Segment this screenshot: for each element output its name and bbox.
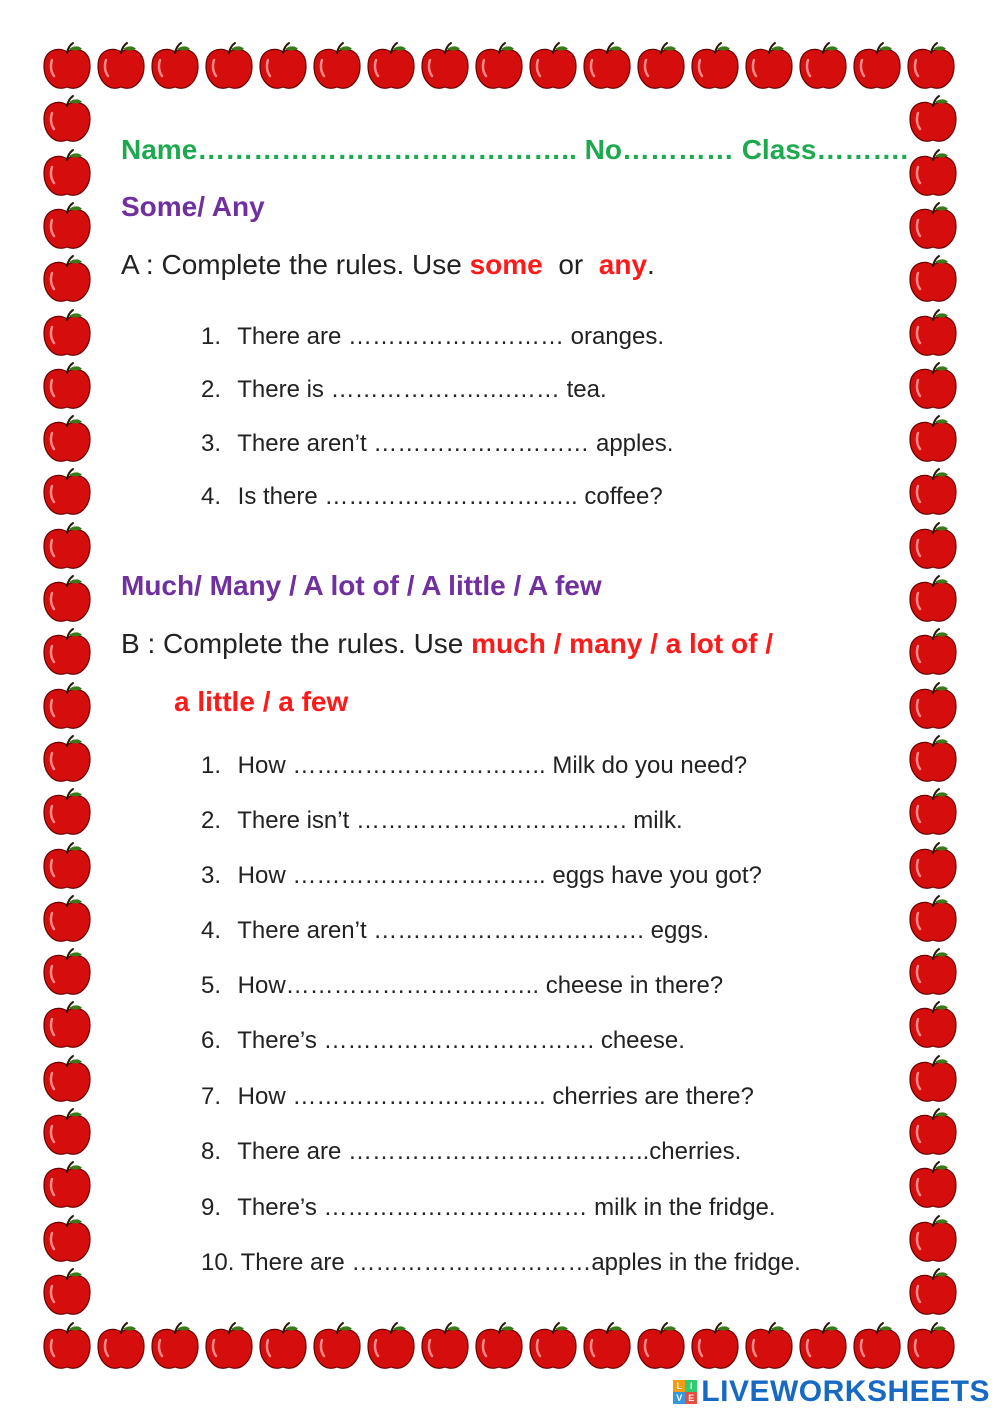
item-text: How ………………………….. cherries are there?	[237, 1083, 754, 1110]
apple-icon	[40, 40, 94, 94]
apple-icon	[906, 93, 960, 147]
section-b-title: Much/ Many / A lot of / A little / A few	[121, 570, 602, 601]
item-number: 3.	[201, 430, 222, 457]
item-text: There aren’t ……………………… apples.	[237, 430, 674, 457]
apple-icon	[148, 40, 202, 94]
liveworksheets-wordmark: LIVEWORKSHEETS	[701, 1375, 990, 1408]
item-number: 4.	[201, 917, 222, 944]
apple-icon	[688, 1320, 742, 1374]
apple-icon	[906, 307, 960, 361]
apple-icon	[40, 1266, 94, 1320]
instruction-prefix: A : Complete the rules. Use	[121, 249, 470, 280]
item-number: 3.	[201, 862, 222, 889]
apple-icon	[580, 1320, 634, 1374]
apple-icon	[526, 1320, 580, 1374]
apple-icon	[40, 147, 94, 201]
item-text: How………………………….. cheese in there?	[237, 972, 724, 999]
end-punct: .	[647, 249, 655, 280]
apple-icon	[906, 413, 960, 467]
item-text: There are …………………………apples in the fridge.	[240, 1249, 801, 1276]
section-b-item[interactable]	[201, 917, 709, 945]
apple-icon	[40, 413, 94, 467]
apple-icon	[906, 147, 960, 201]
apple-icon	[906, 893, 960, 947]
apple-icon	[742, 40, 796, 94]
section-b-item[interactable]	[201, 807, 683, 835]
item-number: 2.	[201, 376, 222, 403]
keywords-line2: a little / a few	[174, 686, 349, 717]
liveworksheets-branding[interactable]	[673, 1375, 990, 1409]
item-number: 10.	[201, 1249, 235, 1276]
apple-icon	[94, 40, 148, 94]
section-a-title: Some/ Any	[121, 191, 265, 222]
apple-icon	[906, 946, 960, 1000]
item-number: 1.	[201, 323, 222, 350]
apple-icon	[40, 786, 94, 840]
apple-icon	[364, 1320, 418, 1374]
section-b-item[interactable]	[201, 1027, 685, 1055]
section-a-item[interactable]	[201, 376, 607, 404]
apple-icon	[40, 466, 94, 520]
apple-icon	[906, 1106, 960, 1160]
apple-icon	[40, 893, 94, 947]
keyword-some: some	[469, 249, 543, 280]
section-b-item[interactable]	[201, 752, 747, 780]
badge-letter: L	[673, 1380, 685, 1392]
item-text: There are ……………………… oranges.	[237, 323, 665, 350]
apple-icon	[202, 40, 256, 94]
liveworksheets-logo-icon	[673, 1380, 697, 1404]
apple-icon	[40, 1213, 94, 1267]
apple-icon	[94, 1320, 148, 1374]
section-b-item[interactable]	[201, 1138, 741, 1166]
apple-icon	[472, 1320, 526, 1374]
apple-icon	[742, 1320, 796, 1374]
apple-icon	[906, 573, 960, 627]
apple-icon	[906, 680, 960, 734]
apple-icon	[906, 1159, 960, 1213]
apple-icon	[418, 1320, 472, 1374]
apple-icon	[906, 733, 960, 787]
item-number: 6.	[201, 1027, 222, 1054]
badge-letter: I	[685, 1380, 697, 1392]
item-text: There is ……………….….…… tea.	[237, 376, 607, 403]
apple-icon	[40, 1159, 94, 1213]
section-b-item[interactable]	[201, 1083, 754, 1111]
apple-icon	[906, 1053, 960, 1107]
apple-icon	[364, 40, 418, 94]
apple-icon	[40, 360, 94, 414]
item-number: 1.	[201, 752, 222, 779]
apple-icon	[256, 40, 310, 94]
apple-icon	[40, 1053, 94, 1107]
item-number: 2.	[201, 807, 222, 834]
apple-icon	[906, 360, 960, 414]
apple-icon	[634, 40, 688, 94]
instruction-prefix: B : Complete the rules. Use	[121, 628, 472, 659]
apple-icon	[40, 680, 94, 734]
apple-icon	[906, 520, 960, 574]
apple-icon	[40, 840, 94, 894]
apple-icon	[850, 1320, 904, 1374]
item-number: 9.	[201, 1194, 222, 1221]
apple-icon	[906, 200, 960, 254]
apple-icon	[904, 1320, 958, 1374]
apple-icon	[40, 1320, 94, 1374]
apple-icon	[40, 999, 94, 1053]
item-text: Is there ………………………….. coffee?	[237, 483, 663, 510]
apple-icon	[796, 1320, 850, 1374]
keywords-line1: much / many / a lot of /	[471, 628, 773, 659]
apple-icon	[906, 253, 960, 307]
apple-icon	[40, 626, 94, 680]
apple-icon	[796, 40, 850, 94]
apple-icon	[906, 466, 960, 520]
apple-icon	[906, 1266, 960, 1320]
apple-icon	[472, 40, 526, 94]
keyword-any: any	[598, 249, 648, 280]
section-b-item[interactable]	[201, 1249, 801, 1277]
apple-icon	[906, 840, 960, 894]
badge-letter: V	[673, 1392, 685, 1404]
section-b-item[interactable]	[201, 862, 762, 890]
apple-icon	[580, 40, 634, 94]
apple-icon	[40, 93, 94, 147]
apple-icon	[906, 1213, 960, 1267]
section-a-item[interactable]	[201, 483, 663, 511]
apple-icon	[256, 1320, 310, 1374]
apple-icon	[906, 626, 960, 680]
item-number: 4.	[201, 483, 222, 510]
apple-icon	[40, 733, 94, 787]
item-number: 7.	[201, 1083, 222, 1110]
section-b-item[interactable]	[201, 1194, 776, 1222]
item-text: There are ………………………………..cherries.	[237, 1138, 742, 1165]
apple-icon	[688, 40, 742, 94]
apple-icon	[40, 307, 94, 361]
item-text: There isn’t ……………………………. milk.	[237, 807, 683, 834]
item-number: 5.	[201, 972, 222, 999]
item-text: There’s ……………………………. cheese.	[237, 1027, 685, 1054]
apple-icon	[906, 999, 960, 1053]
apple-icon	[202, 1320, 256, 1374]
apple-icon	[634, 1320, 688, 1374]
connector-or: or	[558, 249, 584, 280]
apple-icon	[904, 40, 958, 94]
item-text: How ………………………….. Milk do you need?	[237, 752, 748, 779]
section-b-item[interactable]	[201, 972, 723, 1000]
apple-icon	[40, 200, 94, 254]
apple-icon	[40, 946, 94, 1000]
item-number: 8.	[201, 1138, 222, 1165]
section-b-instruction	[121, 628, 773, 660]
apple-icon	[850, 40, 904, 94]
name-line: Name………………………………….. No………… Class……….	[121, 134, 909, 165]
section-a-item[interactable]	[201, 323, 664, 351]
apple-icon	[310, 40, 364, 94]
apple-icon	[148, 1320, 202, 1374]
apple-icon	[40, 253, 94, 307]
item-text: How ………………………….. eggs have you got?	[237, 862, 762, 889]
item-text: There aren’t ……………………………. eggs.	[237, 917, 710, 944]
badge-letter: E	[685, 1392, 697, 1404]
apple-icon	[418, 40, 472, 94]
item-text: There’s …………………………… milk in the fridge.	[237, 1194, 776, 1221]
apple-icon	[310, 1320, 364, 1374]
apple-icon	[40, 573, 94, 627]
section-a-instruction	[121, 249, 655, 281]
apple-icon	[40, 1106, 94, 1160]
apple-icon	[906, 786, 960, 840]
section-a-item[interactable]	[201, 430, 673, 458]
apple-icon	[526, 40, 580, 94]
apple-icon	[40, 520, 94, 574]
